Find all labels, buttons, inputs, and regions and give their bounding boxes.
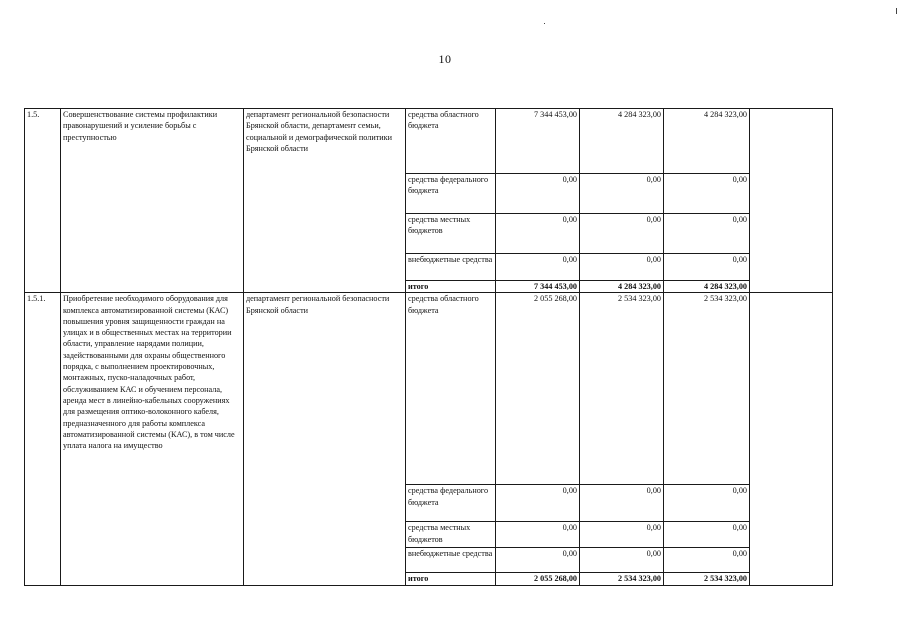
total-year-1: 7 344 453,00: [496, 281, 580, 293]
empty-column: [750, 109, 833, 293]
amount-year-1: 7 344 453,00: [496, 109, 580, 174]
funding-source: внебюджетные средства: [406, 254, 496, 281]
amount-year-2: 0,00: [580, 174, 664, 214]
amount-year-1: 0,00: [496, 174, 580, 214]
empty-column: [750, 293, 833, 585]
total-year-3: 2 534 323,00: [664, 573, 750, 585]
amount-year-1: 0,00: [496, 548, 580, 573]
total-label: итого: [406, 573, 496, 585]
amount-year-2: 0,00: [580, 485, 664, 522]
total-year-1: 2 055 268,00: [496, 573, 580, 585]
item-title: Приобретение необходимого оборудования для комплекса автоматизированной системы (КАС) повышения уровня защищенности граждан на улицах и в общественных местах на территории области, управление нарядами полиции, задействованными для охраны общественного порядка, с выполнением проектировочных, монтажных, пуско-наладочных работ, обслуживанием КАС и обучением персонала, аренда мест в линейно-кабельных сооружениях для размещения оптико-волоконного кабеля, предназначенного для работы комплекса автоматизированной системы (КАС), в том числе уплата налога на имущество: [61, 293, 244, 585]
amount-year-1: 0,00: [496, 254, 580, 281]
item-number: 1.5.: [25, 109, 61, 293]
funding-source: средства областного бюджета: [406, 109, 496, 174]
amount-year-3: 0,00: [664, 485, 750, 522]
budget-table: [24, 108, 833, 586]
amount-year-3: 0,00: [664, 174, 750, 214]
amount-year-1: 2 055 268,00: [496, 293, 580, 485]
table-row: [25, 293, 833, 485]
amount-year-2: 0,00: [580, 254, 664, 281]
amount-year-2: 2 534 323,00: [580, 293, 664, 485]
total-year-2: 4 284 323,00: [580, 281, 664, 293]
funding-source: средства местных бюджетов: [406, 214, 496, 254]
amount-year-3: 0,00: [664, 254, 750, 281]
amount-year-2: 0,00: [580, 548, 664, 573]
amount-year-3: 0,00: [664, 214, 750, 254]
total-year-2: 2 534 323,00: [580, 573, 664, 585]
funding-source: внебюджетные средства: [406, 548, 496, 573]
funding-source: средства федерального бюджета: [406, 485, 496, 522]
amount-year-1: 0,00: [496, 485, 580, 522]
page-number: 10: [438, 52, 452, 66]
amount-year-3: 0,00: [664, 548, 750, 573]
amount-year-3: 2 534 323,00: [664, 293, 750, 485]
item-title: Совершенствование системы профилактики правонарушений и усиление борьбы с преступностью: [61, 109, 244, 293]
amount-year-3: 4 284 323,00: [664, 109, 750, 174]
funding-source: средства местных бюджетов: [406, 522, 496, 548]
total-label: итого: [406, 281, 496, 293]
funding-source: средства федерального бюджета: [406, 174, 496, 214]
amount-year-3: 0,00: [664, 522, 750, 548]
amount-year-1: 0,00: [496, 214, 580, 254]
item-number: 1.5.1.: [25, 293, 61, 585]
scan-mark: [896, 8, 897, 14]
table-row: [25, 109, 833, 174]
amount-year-2: 4 284 323,00: [580, 109, 664, 174]
amount-year-2: 0,00: [580, 522, 664, 548]
scan-mark: [544, 23, 545, 24]
amount-year-2: 0,00: [580, 214, 664, 254]
item-executor: департамент региональной безопасности Брянской области, департамент семьи, социальной и демографической политики Брянской области: [244, 109, 406, 293]
funding-source: средства областного бюджета: [406, 293, 496, 485]
total-year-3: 4 284 323,00: [664, 281, 750, 293]
item-executor: департамент региональной безопасности Брянской области: [244, 293, 406, 585]
amount-year-1: 0,00: [496, 522, 580, 548]
